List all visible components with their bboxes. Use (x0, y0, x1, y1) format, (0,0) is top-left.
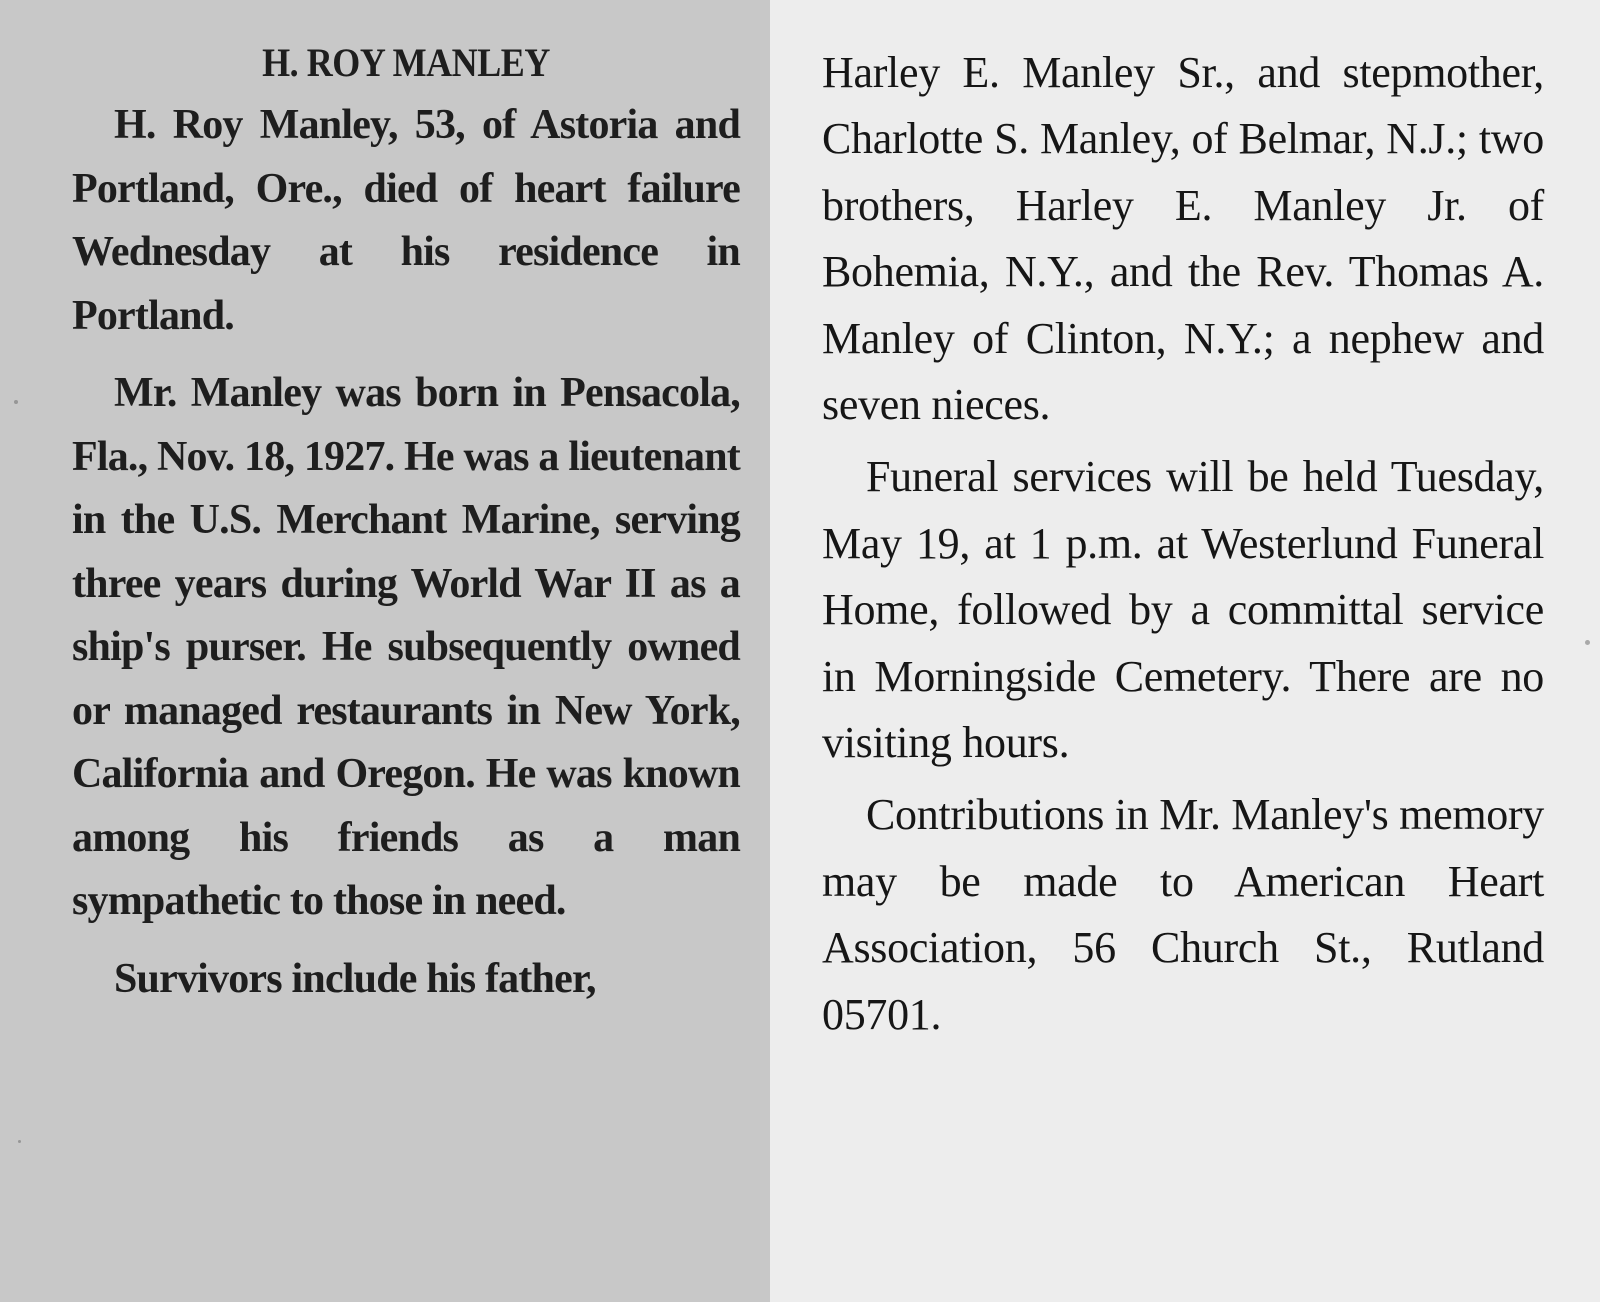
paragraph-funeral-services: Funeral services will be held Tuesday, May 19, at 1 p.m. at Westerlund Funeral Home, followed by a committal service in Morningside Cemetery. There are no visiting hours. (822, 452, 1544, 768)
print-speck (18, 1140, 21, 1143)
paragraph-death-notice: H. Roy Manley, 53, of Astoria and Portland, Ore., died of heart failure Wednesday at his residence in Portland. (72, 102, 740, 339)
print-speck (14, 400, 18, 404)
paragraph-survivors-continued: Harley E. Manley Sr., and stepmother, Charlotte S. Manley, of Belmar, N.J.; two brothers, Harley E. Manley Jr. of Bohemia, N.Y., and the Rev. Thomas A. Manley of Clinton, N.Y.; a nephew and seven nieces. (822, 48, 1544, 430)
paragraph-biography: Mr. Manley was born in Pensacola, Fla., Nov. 18, 1927. He was a lieutenant in the U.S. Merchant Marine, serving three years during World War II as a ship's purser. He subsequently owned or managed restaurants in New York, California and Oregon. He was known among his friends as a man sympathetic to those in need. (72, 370, 740, 924)
left-column (0, 0, 770, 1302)
right-column (770, 0, 1600, 1302)
paragraph-contributions: Contributions in Mr. Manley's memory may be made to American Heart Association, 56 Church St., Rutland 05701. (822, 790, 1544, 1039)
obituary-headline: H. ROY MANLEY (262, 40, 550, 85)
print-speck (1585, 640, 1590, 645)
paragraph-survivors-start: Survivors include his father, (114, 955, 596, 1002)
